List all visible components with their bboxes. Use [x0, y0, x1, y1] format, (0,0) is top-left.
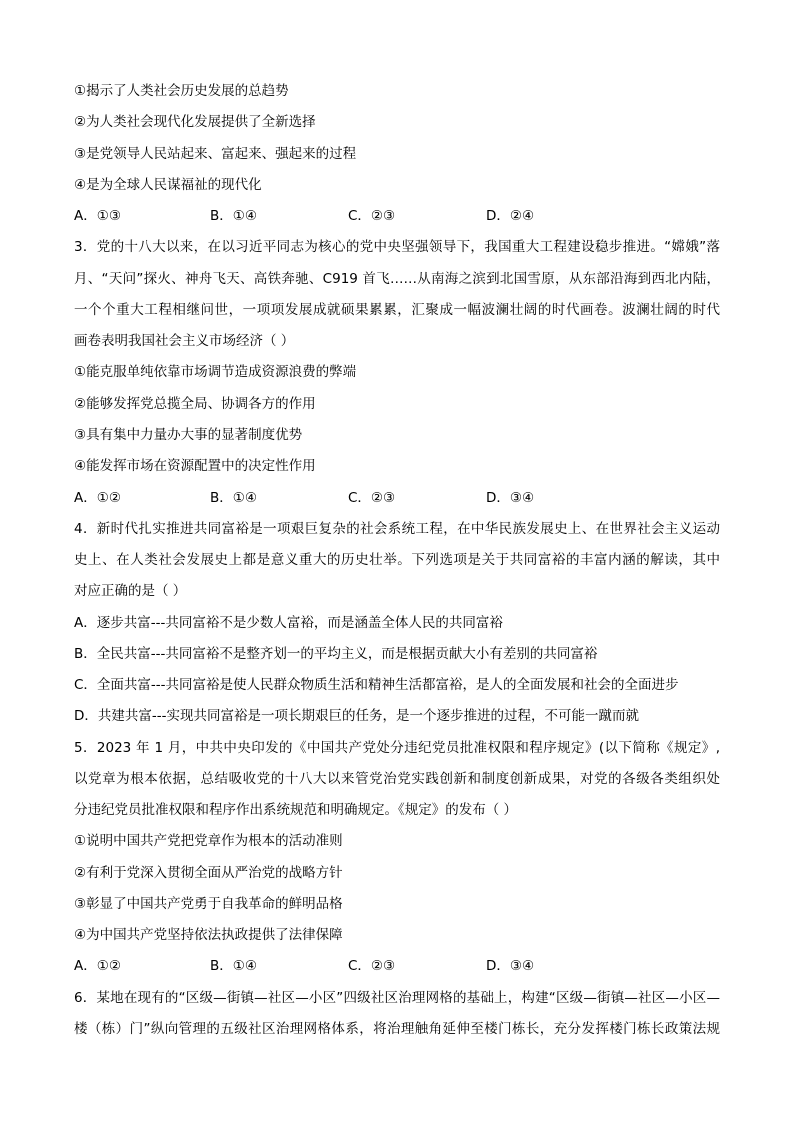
- q5-options: [74, 957, 594, 975]
- q4-option-b: B．全民共富---共同富裕不是整齐划一的平均主义，而是根据贡献大小有差别的共同富裕: [74, 646, 598, 662]
- q3-option-a: A．①②: [74, 490, 121, 506]
- q2-options: [74, 207, 594, 225]
- q3-stem-line-2: 月、“天问”探火、神舟飞天、高铁奔驰、C919 首飞……从南海之滨到北国雪原，从东部沿海到西北内陆，: [74, 271, 720, 287]
- q6-stem-line-1: 6．某地在现有的“区级—街镇—社区—小区”四级社区治理网格的基础上，构建“区级—街镇—社区—小区—: [74, 990, 720, 1006]
- q3-option-d: D．③④: [486, 490, 535, 506]
- q5-stem-line-2: 以党章为根本依据，总结吸收党的十八大以来管党治党实践创新和制度创新成果，对党的各级各类组织处: [74, 771, 720, 787]
- q4-option-a: A．逐步共富---共同富裕不是少数人富裕，而是涵盖全体人民的共同富裕: [74, 615, 503, 631]
- q5-stem-line-3: 分违纪党员批准权限和程序作出系统规范和明确规定。《规定》的发布（ ）: [74, 802, 518, 818]
- q2-option-c: C．②③: [348, 208, 396, 224]
- q2-option-b: B．①④: [210, 208, 257, 224]
- q2-statement-2: ②为人类社会现代化发展提供了全新选择: [74, 114, 316, 130]
- q5-option-a: A．①②: [74, 958, 121, 974]
- q5-option-b: B．①④: [210, 958, 257, 974]
- q5-option-d: D．③④: [486, 958, 535, 974]
- q3-stem-line-3: 一个个重大工程相继问世，一项项发展成就硕果累累，汇聚成一幅波澜壮阔的时代画卷。波澜壮阔的时代: [74, 302, 720, 318]
- q3-stem-line-4: 画卷表明我国社会主义市场经济（ ）: [74, 333, 295, 349]
- q5-statement-1: ①说明中国共产党把党章作为根本的活动准则: [74, 833, 343, 849]
- q3-option-b: B．①④: [210, 490, 257, 506]
- q2-statement-1: ①揭示了人类社会历史发展的总趋势: [74, 83, 289, 99]
- q3-statement-1: ①能克服单纯依靠市场调节造成资源浪费的弊端: [74, 364, 357, 380]
- q5-stem-line-1: 5．2023 年 1 月，中共中央印发的《中国共产党处分违纪党员批准权限和程序规定》(以下简称《规定》,: [74, 740, 720, 756]
- q3-option-c: C．②③: [348, 490, 396, 506]
- q4-option-d: D．共建共富---实现共同富裕是一项长期艰巨的任务，是一个逐步推进的过程，不可能一蹴而就: [74, 708, 640, 724]
- q2-statement-4: ④是为全球人民谋福祉的现代化: [74, 177, 262, 193]
- q3-statement-2: ②能够发挥党总揽全局、协调各方的作用: [74, 396, 316, 412]
- q3-stem-line-1: 3．党的十八大以来，在以习近平同志为核心的党中央坚强领导下，我国重大工程建设稳步推进。“嫦娥”落: [74, 239, 720, 255]
- q5-statement-2: ②有利于党深入贯彻全面从严治党的战略方针: [74, 865, 343, 881]
- q3-statement-3: ③具有集中力量办大事的显著制度优势: [74, 427, 303, 443]
- q3-options: [74, 489, 594, 507]
- q3-statement-4: ④能发挥市场在资源配置中的决定性作用: [74, 458, 316, 474]
- q5-option-c: C．②③: [348, 958, 396, 974]
- q2-option-a: A．①③: [74, 208, 121, 224]
- q2-option-d: D．②④: [486, 208, 535, 224]
- q4-stem-line-3: 对应正确的是（ ）: [74, 583, 187, 599]
- q5-statement-3: ③彰显了中国共产党勇于自我革命的鲜明品格: [74, 896, 343, 912]
- q6-stem-line-2: 楼（栋）门”纵向管理的五级社区治理网格体系，将治理触角延伸至楼门栋长，充分发挥楼门栋长政策法规: [74, 1021, 720, 1037]
- q2-statement-3: ③是党领导人民站起来、富起来、强起来的过程: [74, 146, 357, 162]
- q5-statement-4: ④为中国共产党坚持依法执政提供了法律保障: [74, 927, 343, 943]
- q4-stem-line-1: 4．新时代扎实推进共同富裕是一项艰巨复杂的社会系统工程，在中华民族发展史上、在世界社会主义运动: [74, 521, 720, 537]
- q4-stem-line-2: 史上、在人类社会发展史上都是意义重大的历史壮举。下列选项是关于共同富裕的丰富内涵的解读，其中: [74, 552, 720, 568]
- q4-option-c: C．全面共富---共同富裕是使人民群众物质生活和精神生活都富裕，是人的全面发展和社会的全面进步: [74, 677, 679, 693]
